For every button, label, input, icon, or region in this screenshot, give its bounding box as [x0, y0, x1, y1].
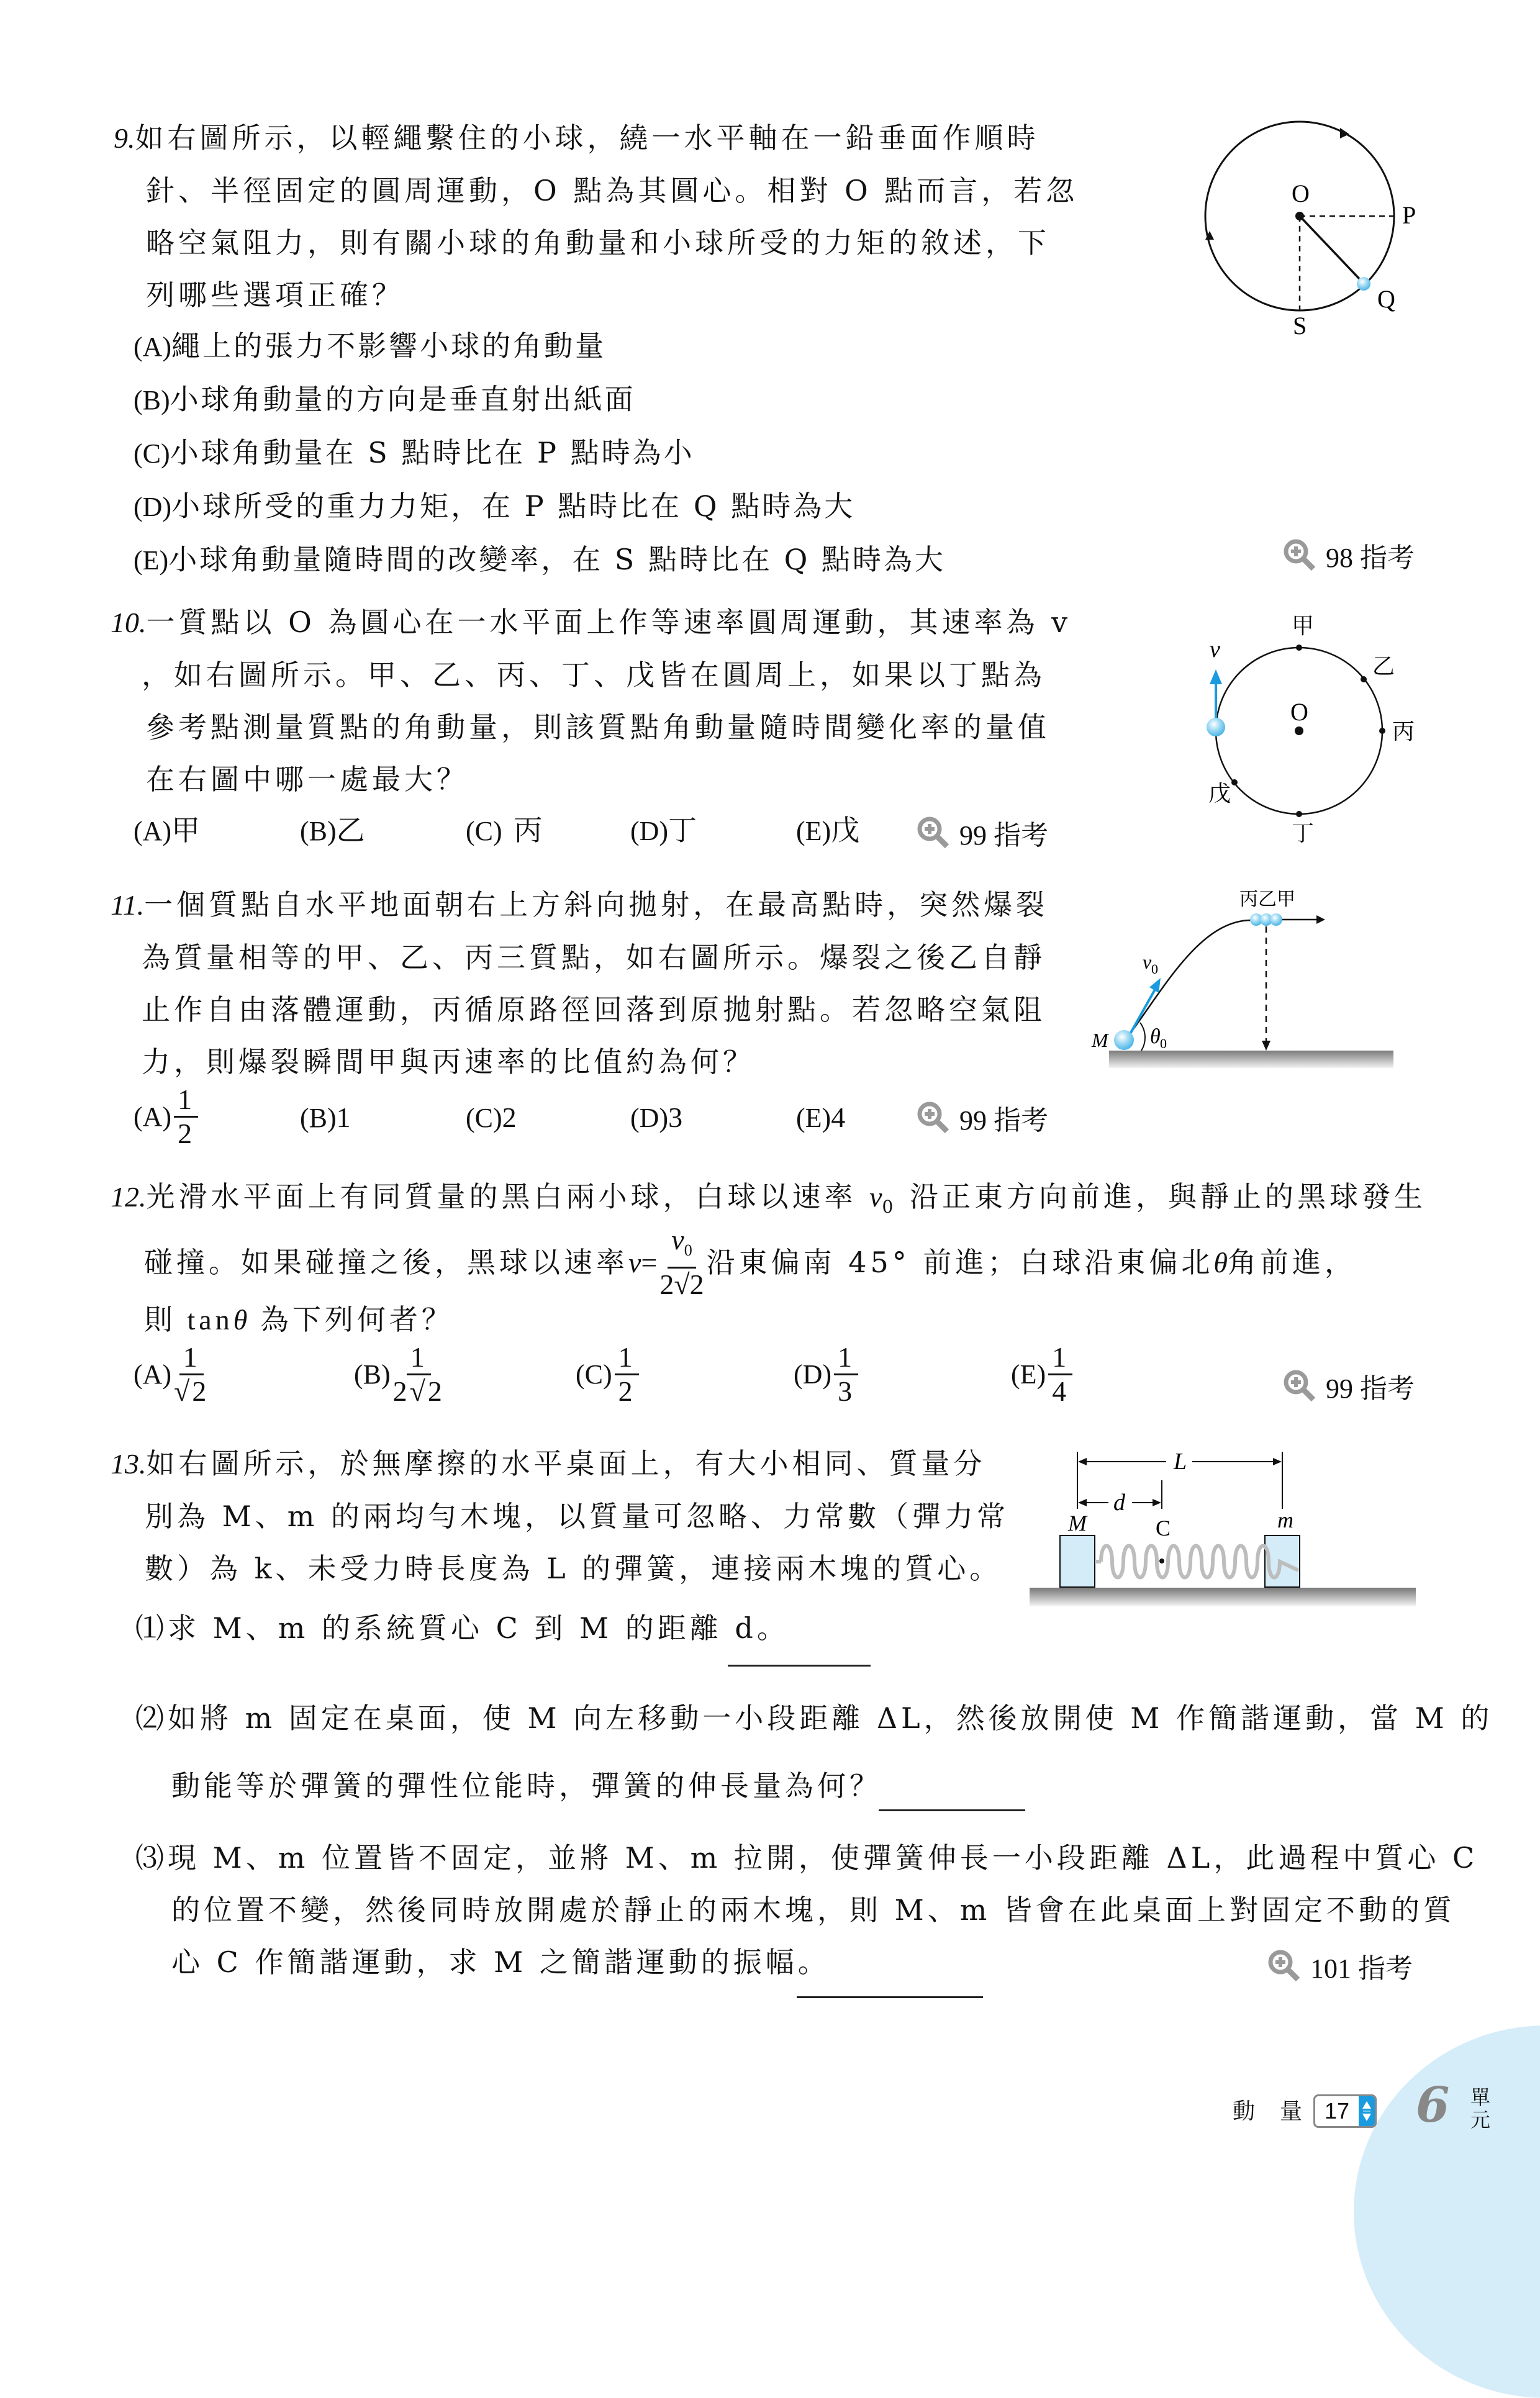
q10-option-c[interactable]: (C) 丙: [466, 813, 545, 847]
q11-option-c[interactable]: (C)2: [466, 1102, 517, 1133]
q9-center-dot: [1295, 212, 1304, 220]
q9-circle-figure: [1180, 99, 1459, 360]
q13-label-l: L: [1174, 1449, 1187, 1475]
q12-options: [134, 1341, 1438, 1422]
question-10: [111, 596, 1071, 805]
unit-number: 6: [1416, 2077, 1450, 2133]
magnifier-plus-icon: [916, 1100, 951, 1135]
q13-spring-figure: [1018, 1434, 1428, 1608]
q10-line-4: 在右圖中哪一處最大？: [146, 762, 469, 796]
question-13: [111, 1437, 1009, 1595]
q9-line-3: 略空氣阻力，則有關小球的角動量和小球所受的力矩的敘述，下: [146, 226, 1050, 260]
q9-line-1: 9.如右圖所示，以輕繩繫住的小球，繞一水平軸在一鉛垂面作順時: [114, 121, 1040, 155]
q10-circle-figure: [1180, 602, 1441, 851]
q13-answer-blank-2[interactable]: [879, 1809, 1025, 1811]
q11-option-a[interactable]: (A) $\frac{1}{2}$: [134, 1084, 201, 1150]
q11-angle-arc: [1140, 1023, 1145, 1051]
q11-label-pieces: 丙乙甲: [1239, 889, 1295, 910]
q11-line-1: 11.一個質點自水平地面朝右上方斜向拋射，在最高點時，突然爆裂: [111, 888, 1049, 921]
q11-label-v0: v: [1143, 951, 1152, 973]
q10-number: 10.: [111, 607, 147, 638]
q10-line-3: 參考點測量質點的角動量，則該質點角動量隨時間變化率的量值: [146, 710, 1050, 744]
chapter-title: 動 量: [1233, 2099, 1303, 2124]
q10-point-yi: [1361, 676, 1367, 682]
q9-arrow-top: [1340, 128, 1349, 138]
q10-point-ding: [1296, 811, 1302, 817]
q9-ball: [1357, 277, 1370, 291]
q13-sub-3: ⑶現 M、m 位置皆不固定，並將 M、m 拉開，使彈簧伸長一小段距離 ΔL，此過程中質心 C 的位置不變，然後同時放開處於靜止的兩木塊，則 M、m 皆會在此桌面上對固定不動的質 心 C 作簡諧運動，求 M 之簡諧運動的振幅。: [135, 1841, 1479, 1979]
q9-option-e[interactable]: (E)小球角動量隨時間的改變率，在 S 點時比在 Q 點時為大: [134, 543, 946, 576]
q10-option-b[interactable]: (B)乙: [300, 813, 368, 847]
q11-option-e[interactable]: (E)4: [796, 1102, 846, 1133]
q11-projectile-figure: [1080, 875, 1428, 1074]
q11-ground: [1109, 1051, 1393, 1068]
q11-option-b[interactable]: (B)1: [300, 1102, 351, 1133]
q10-label-wu: 戊: [1208, 781, 1231, 806]
q13-line-3: 數）為 k、未受力時長度為 L 的彈簧，連接兩木塊的質心。: [145, 1552, 1002, 1585]
q13-sub-1: ⑴求 M、m 的系統質心 C 到 M 的距離 d。: [135, 1611, 789, 1645]
q12-line-1: 12.光滑水平面上有同質量的黑白兩小球，白球以速率 $v_0$ 沿正東方向前進，與靜止的黑球發生: [111, 1180, 1426, 1218]
q9-label-q: Q: [1377, 285, 1395, 313]
q13-block-big-m: [1060, 1536, 1095, 1587]
q13-label-c: C: [1156, 1516, 1171, 1541]
unit-label: 單 元: [1470, 2086, 1491, 2132]
q9-source[interactable]: 98 指考: [1282, 535, 1415, 575]
q11-label-theta: θ: [1150, 1025, 1161, 1048]
q13-line-1: 13.如右圖所示，於無摩擦的水平桌面上，有大小相同、質量分: [111, 1447, 986, 1480]
fraction: $\frac{1}{2}$: [174, 1084, 198, 1150]
magnifier-plus-icon: [1282, 538, 1317, 572]
q9-string: [1300, 216, 1360, 279]
q12-line-3: 則 tanθ 為下列何者？: [144, 1303, 454, 1336]
q10-point-bing: [1379, 728, 1385, 734]
page-number-stepper[interactable]: [1313, 2094, 1377, 2128]
q12-velocity-fraction: $\frac{v_0}{2√2}$: [659, 1223, 704, 1301]
q9-label-o: O: [1292, 179, 1310, 207]
q10-label-ding: 丁: [1292, 821, 1315, 846]
stepper-up-down-icon: [1361, 2099, 1372, 2124]
q13-table: [1030, 1588, 1416, 1606]
q9-label-s: S: [1293, 312, 1307, 340]
q9-line-2: 針、半徑固定的圓周運動，O 點為其圓心。相對 O 點而言，若忽: [146, 174, 1079, 207]
q12-line-2: 碰撞。如果碰撞之後，黑球以速率 v = $\frac{v_0}{2√2}$ 沿東偏南 45° 前進；白球沿東偏北 θ 角前進，: [144, 1223, 1357, 1301]
question-11: [111, 879, 1048, 1088]
q13-source[interactable]: 101 指考: [1267, 1946, 1413, 1986]
q11-line-3: 止作自由落體運動，丙循原路徑回落到原拋射點。若忽略空氣阻: [142, 993, 1046, 1026]
q13-answer-blank-3[interactable]: [797, 1996, 983, 1998]
q10-label-o: O: [1290, 698, 1308, 726]
q11-ball-m: [1114, 1030, 1134, 1050]
question-9: [114, 112, 1078, 321]
q12-option-a[interactable]: (A) $\frac{1}{√2}$: [134, 1341, 209, 1407]
q13-center-of-mass-dot: [1159, 1559, 1164, 1563]
q13-line-2: 別為 M、m 的兩均勻木塊，以質量可忽略、力常數（彈力常: [145, 1500, 1009, 1533]
question-12: [111, 1170, 1426, 1233]
q9-line-4: 列哪些選項正確？: [146, 278, 404, 312]
q12-source[interactable]: 99 指考: [1282, 1366, 1415, 1406]
magnifier-plus-icon: [1267, 1948, 1302, 1983]
q11-line-4: 力，則爆裂瞬間甲與丙速率的比值約為何？: [142, 1045, 755, 1079]
q10-center-dot: [1295, 726, 1303, 735]
q10-particle: [1207, 718, 1225, 736]
q13-answer-blank-1[interactable]: [728, 1665, 871, 1667]
q9-options: [134, 320, 946, 587]
q10-label-yi: 乙: [1372, 654, 1395, 679]
q10-source[interactable]: 99 指考: [916, 813, 1048, 853]
q9-option-a[interactable]: (A)繩上的張力不影響小球的角動量: [134, 329, 607, 363]
q11-trajectory: [1125, 920, 1251, 1040]
q10-point-jia: [1296, 645, 1302, 651]
page-stepper-arrows[interactable]: [1359, 2096, 1375, 2126]
q9-option-d[interactable]: (D)小球所受的重力力矩，在 P 點時比在 Q 點時為大: [134, 489, 856, 523]
q10-option-e[interactable]: (E)戊: [796, 813, 863, 847]
q9-option-b[interactable]: (B)小球角動量的方向是垂直射出紙面: [134, 382, 636, 416]
q12-option-b[interactable]: (B) $\frac{1}{2√2}$: [354, 1341, 445, 1407]
q10-option-d[interactable]: (D)丁: [630, 813, 700, 847]
magnifier-plus-icon: [916, 815, 951, 850]
q10-label-v: v: [1210, 636, 1220, 663]
q12-option-d[interactable]: (D) $\frac{1}{3}$: [794, 1341, 861, 1408]
q10-label-jia: 甲: [1292, 613, 1315, 638]
q11-number: 11.: [111, 889, 145, 921]
q10-line-1: 10.一質點以 O 為圓心在一水平面上作等速率圓周運動，其速率為 v: [111, 605, 1072, 639]
q9-label-p: P: [1402, 201, 1416, 229]
q10-option-a[interactable]: (A)甲: [134, 813, 203, 847]
q13-label-d: d: [1113, 1490, 1125, 1516]
q13-sub-2: ⑵如將 m 固定在桌面，使 M 向左移動一小段距離 ΔL，然後放開使 M 作簡諧運動，當 M 的 動能等於彈簧的彈性位能時，彈簧的伸長量為何？: [135, 1701, 1493, 1803]
q12-option-c[interactable]: (C) $\frac{1}{2}$: [576, 1341, 641, 1408]
q10-line-2: ，如右圖所示。甲、乙、丙、丁、戊皆在圓周上，如果以丁點為: [142, 658, 1046, 692]
q9-number: 9.: [114, 122, 135, 154]
q13-label-small-m: m: [1277, 1508, 1293, 1532]
page-number: 17: [1324, 2098, 1350, 2124]
q12-option-e[interactable]: (E) $\frac{1}{4}$: [1011, 1341, 1075, 1408]
q11-option-d[interactable]: (D)3: [630, 1102, 683, 1133]
magnifier-plus-icon: [1282, 1369, 1317, 1403]
q12-number: 12.: [111, 1181, 147, 1213]
q10-point-wu: [1231, 779, 1238, 785]
q11-source[interactable]: 99 指考: [916, 1098, 1048, 1138]
q11-label-v0-sub: 0: [1151, 961, 1158, 977]
q11-line-2: 為質量相等的甲、乙、丙三質點，如右圖所示。爆裂之後乙自靜: [142, 941, 1046, 974]
q11-label-m: M: [1092, 1029, 1108, 1051]
q13-label-big-m: M: [1068, 1511, 1087, 1536]
q11-ball-jia: [1270, 913, 1282, 926]
q13-number: 13.: [111, 1448, 147, 1480]
q11-label-theta-sub: 0: [1160, 1036, 1167, 1051]
q10-label-bing: 丙: [1392, 719, 1415, 744]
q9-option-c[interactable]: (C)小球角動量在 S 點時比在 P 點時為小: [134, 436, 695, 469]
